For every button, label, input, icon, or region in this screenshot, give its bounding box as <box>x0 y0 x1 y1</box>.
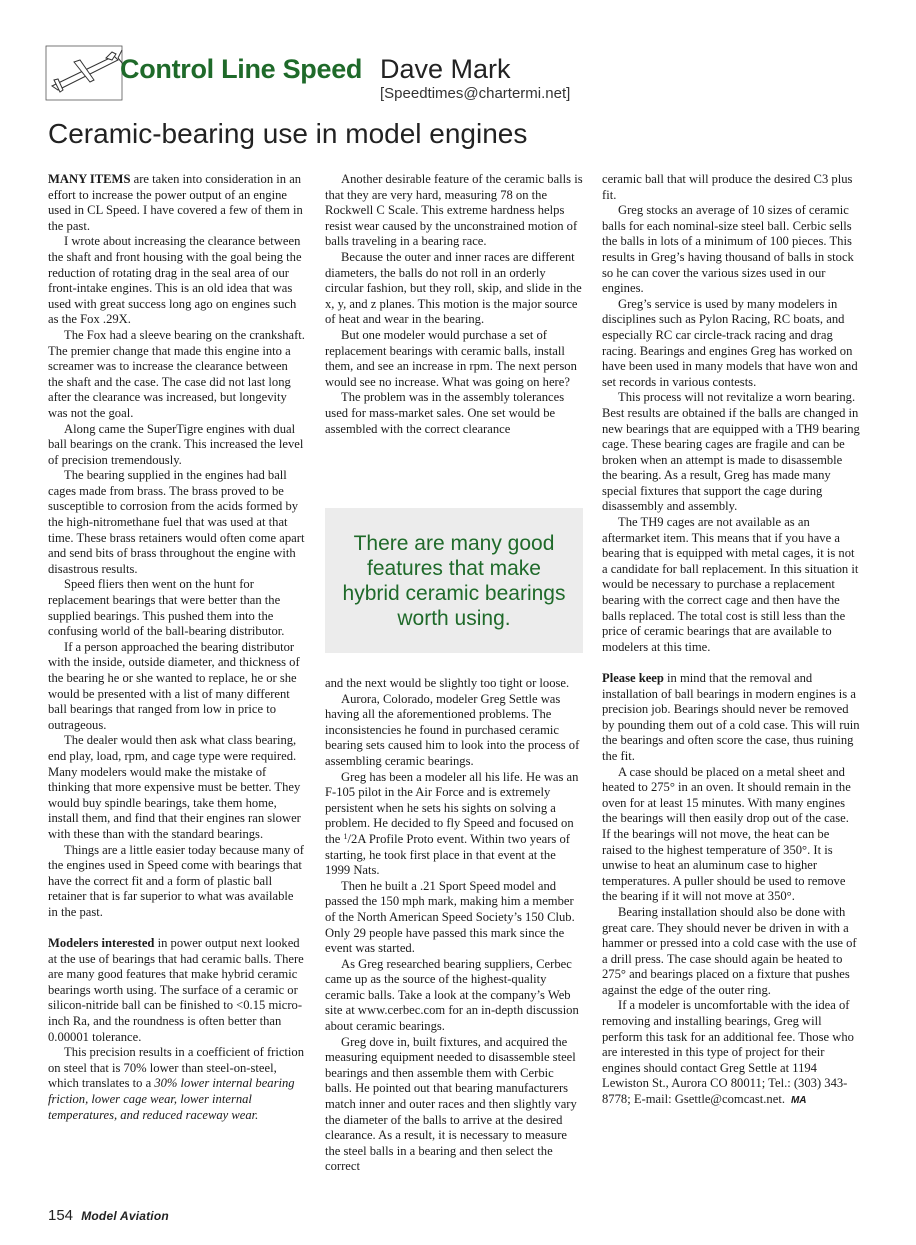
paragraph: If a person approached the bearing distributor with the inside, outside diameter, and thickness of the bearing he or she wanted to replace, he or she would be presented with a list of many different ball bearings that ranged from low in price to outrageous. <box>48 639 300 732</box>
column-2 <box>325 172 583 437</box>
paragraph <box>602 998 860 1108</box>
column-3 <box>602 172 860 1109</box>
paragraph-text: If a modeler is uncomfortable with the idea of removing and installing bearings, Greg will perform this task for an additional fee. Those who are interested in this type of project for their engines should contact Greg Settle at 1194 Lewiston St., Aurora CO 80011; Tel.: (303) 343-8778; E-mail: Gsettle@comcast.net. <box>602 998 854 1107</box>
author-name: Dave Mark <box>380 54 511 84</box>
paragraph: Things are a little easier today because many of the engines used in Speed come with bearings that have the correct fit and a form of plastic ball retainer that is far superior to what was available in the past. <box>48 842 304 919</box>
end-mark: MA <box>790 1095 807 1107</box>
paragraph-text: This precision results in a coefficient of friction on steel that is 70% lower than steel-on-steel, which translates to a <box>48 1045 305 1091</box>
paragraph <box>602 671 860 765</box>
paragraph: I wrote about increasing the clearance between the shaft and front housing with the goal being the reduction of rotating drag in the seal area of our front-intake engines. This is an old idea that was used with great success long ago on engines such as the Fox .29X. <box>48 234 302 327</box>
pull-quote: There are many good features that make hybrid ceramic bearings worth using. <box>325 508 583 653</box>
lead-in: Modelers interested <box>48 936 155 951</box>
paragraph: Greg’s service is used by many modelers in disciplines such as Pylon Racing, RC boats, and especially RC car circle-track racing and drag racing. Bearings and engines Greg has worked on have been used in many models that have won and set records in various contests. <box>602 296 858 389</box>
lead-in: MANY ITEMS <box>48 172 131 186</box>
italic-text: 30% lower internal bearing friction, lower cage wear, lower internal temperatures, and reduced raceway wear. <box>48 1076 295 1122</box>
page-number: 154 <box>48 1207 74 1224</box>
paragraph <box>325 770 583 879</box>
paragraph-text: are taken into consideration in an effort to increase the power output of an engine used in CL Speed. I have covered a few of them in the past. <box>48 172 303 233</box>
paragraph: But one modeler would purchase a set of replacement bearings with ceramic balls, install them, and see an increase in rpm. The next person would see no increase. What was going on here? <box>325 327 577 389</box>
paragraph <box>48 1045 306 1123</box>
paragraph-text: in power output next looked at the use of bearings that had ceramic balls. There are many good features that make hybrid ceramic bearings worth using. The surface of a ceramic or silicon-nitride ball can be finished to <0.15 micro-inch Ra, and the roundness is often better than 0.00001 tolerance. <box>48 936 304 1044</box>
column-2-continued <box>325 676 583 1175</box>
paragraph-text: /2A Profile Proto event. Within two years of starting, he took first place in that event at the 1999 Nats. <box>325 831 570 878</box>
header <box>44 38 884 108</box>
paragraph <box>48 172 306 234</box>
paragraph: As Greg researched bearing suppliers, Cerbec came up as the source of the highest-quality ceramic balls. Take a look at the company’s Web site at www.cerbec.com for an in-depth discussion about ceramic bearings. <box>325 956 579 1034</box>
paragraph: ceramic ball that will produce the desired C3 plus fit. <box>602 172 853 202</box>
page-footer <box>48 1207 169 1224</box>
section-title: Control Line Speed <box>120 54 363 84</box>
column-1 <box>48 172 306 1123</box>
lead-in: Please keep <box>602 671 664 685</box>
paragraph: and the next would be slightly too tight or loose. <box>325 676 570 690</box>
paragraph: Greg dove in, built fixtures, and acquired the measuring equipment needed to disassemble steel bearings and then assemble them with Cerbic balls. He pointed out that bearing manufacturers match inner and outer races and then slightly vary the diameter of the balls to arrive at the desired clearance. As a result, it is necessary to measure the steel balls in a bearing and then select the correct <box>325 1034 577 1174</box>
paragraph: Another desirable feature of the ceramic balls is that they are very hard, measuring 78 on the Rockwell C Scale. This extreme hardness helps resist wear caused by the unconstrained motion of balls traveling in a bearing race. <box>325 172 583 249</box>
paragraph: The dealer would then ask what class bearing, end play, load, rpm, and cage type were required. Many modelers would make the mistake of thinking that more expensive must be better. They would buy spindle bearings, take them home, install them, and find that their engines ran slower with these than with the standard bearings. <box>48 733 301 841</box>
paragraph: Then he built a .21 Sport Speed model and passed the 150 mph mark, making him a member of the North American Speed Society’s 150 Club. Only 29 people have passed this mark since the event was started. <box>325 878 575 956</box>
paragraph: Greg stocks an average of 10 sizes of ceramic balls for each nominal-size steel ball. Cerbic sells the balls in lots of a minimum of 100 pieces. This results in Greg’s having thousand of balls in stock so he can cover the various sizes used in our engines. <box>602 203 854 296</box>
paragraph: Because the outer and inner races are different diameters, the balls do not roll in an orderly circular fashion, but they roll, skip, and slide in the x, y, and z planes. This motion is the major source of heat and wear in the bearing. <box>325 249 582 327</box>
author-email: [Speedtimes@chartermi.net] <box>380 85 571 102</box>
paragraph <box>48 936 306 1045</box>
paragraph-text: in mind that the removal and installation of ball bearings in modern engines is a precision job. Bearings should never be removed by pounding them out of a cold case. This will ruin the bearings and often score the case, thus ruining the fit. <box>602 671 860 763</box>
magazine-name: Model Aviation <box>81 1209 169 1223</box>
paragraph: The Fox had a sleeve bearing on the crankshaft. The premier change that made this engine into a screamer was to increase the clearance between the shaft and the case. The case did not last long after the clearance was increased, but longevity was not the goal. <box>48 327 305 420</box>
paragraph: Aurora, Colorado, modeler Greg Settle was having all the aforementioned problems. The inconsistencies he found in purchased ceramic bearing sets caused him to look into the process of assembling ceramic bearings. <box>325 691 580 768</box>
paragraph: The problem was in the assembly tolerances used for mass-market sales. One set would be assembled with the correct clearance <box>325 390 565 436</box>
airplane-icon <box>44 42 124 102</box>
paragraph: The TH9 cages are not available as an aftermarket item. This means that if you have a bearing that is equipped with metal cages, it is not a candidate for ball replacement. In this situation it would be necessary to purchase a replacement bearing with the correct cage and then have the balls replaced. The total cost is still less than the price of ceramic bearings that are available to modelers at this time. <box>602 515 859 654</box>
article-headline: Ceramic-bearing use in model engines <box>48 118 528 149</box>
paragraph: The bearing supplied in the engines had ball cages made from brass. The brass proved to be susceptible to corrosion from the acids formed by the high-nitromethane fuel that was used at that time. These brass retainers would often come apart and send bits of brass throughout the engine with disastrous results. <box>48 468 305 576</box>
paragraph: This process will not revitalize a worn bearing. Best results are obtained if the balls are changed in new bearings that are equipped with a TH9 bearing cage. These bearing cages are fragile and can be broken when an attempt is made to disassemble the bearing. As a result, Greg has made many special fixtures that support the cage during disassembly and assembly. <box>602 390 860 514</box>
paragraph: A case should be placed on a metal sheet and heated to 275° in an oven. It should remain in the oven for at least 15 minutes. With many engines the bearings will then easily drop out of the case. If the bearings will not move, the heat can be raised to the highest temperature of 350°. It is unwise to heat an aluminum case to higher temperatures. A puller should be used to remove the bearing if it will not move at 350°. <box>602 764 851 904</box>
paragraph: Along came the SuperTigre engines with dual ball bearings on the crank. This increased the level of precision tremendously. <box>48 421 304 467</box>
paragraph: Speed fliers then went on the hunt for replacement bearings that were better than the supplied bearings. This pushed them into the confusing world of the ball-bearing distributor. <box>48 577 285 639</box>
paragraph-text: Greg has been a modeler all his life. He was an F-105 pilot in the Air Force and is extremely persistent when he sets his sights on solving a problem. He decided to fly Speed and focused on the <box>325 769 579 846</box>
paragraph: Bearing installation should also be done with great care. They should never be driven in with a hammer or pressed into a cold case with the use of a drill press. The case should again be heated to 275° and bearings placed on a fixture that pushes against the edge of the outer ring. <box>602 904 857 997</box>
fraction-numerator: 1 <box>343 831 348 841</box>
